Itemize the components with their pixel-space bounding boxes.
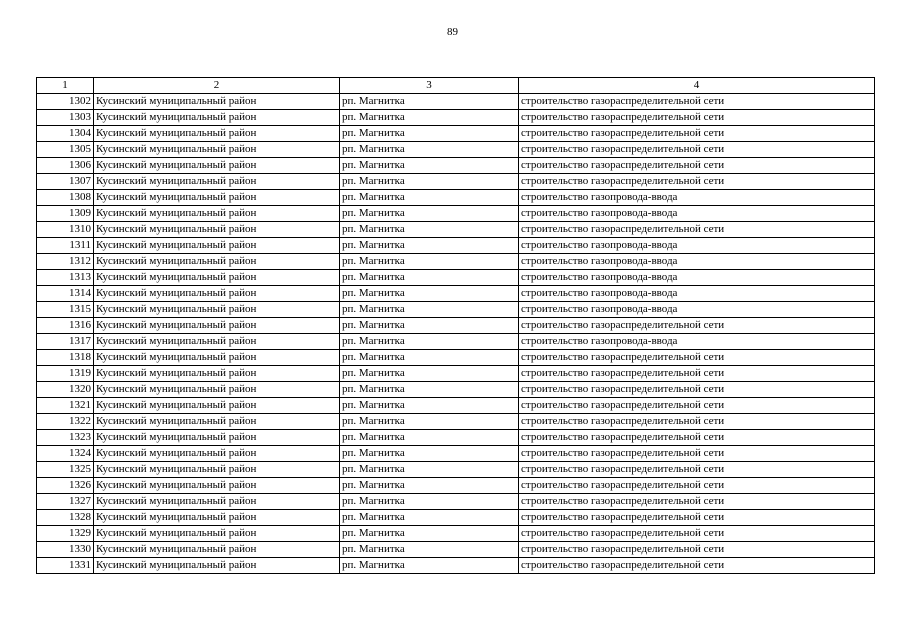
- row-number: 1328: [37, 510, 94, 526]
- district-cell: Кусинский муниципальный район: [94, 366, 340, 382]
- district-cell: Кусинский муниципальный район: [94, 350, 340, 366]
- locality-cell: рп. Магнитка: [340, 478, 519, 494]
- district-cell: Кусинский муниципальный район: [94, 286, 340, 302]
- work-type-cell: строительство газопровода-ввода: [519, 238, 875, 254]
- locality-cell: рп. Магнитка: [340, 110, 519, 126]
- locality-cell: рп. Магнитка: [340, 366, 519, 382]
- table-row: [37, 126, 875, 142]
- work-type-cell: строительство газопровода-ввода: [519, 270, 875, 286]
- row-number: 1317: [37, 334, 94, 350]
- table-row: [37, 206, 875, 222]
- work-type-cell: строительство газораспределительной сети: [519, 542, 875, 558]
- work-type-cell: строительство газораспределительной сети: [519, 526, 875, 542]
- row-number: 1310: [37, 222, 94, 238]
- work-type-cell: строительство газораспределительной сети: [519, 126, 875, 142]
- work-type-cell: строительство газораспределительной сети: [519, 318, 875, 334]
- work-type-cell: строительство газопровода-ввода: [519, 334, 875, 350]
- district-cell: Кусинский муниципальный район: [94, 270, 340, 286]
- table-row: [37, 478, 875, 494]
- row-number: 1319: [37, 366, 94, 382]
- locality-cell: рп. Магнитка: [340, 254, 519, 270]
- table-row: [37, 446, 875, 462]
- table-row: [37, 222, 875, 238]
- table-row: [37, 494, 875, 510]
- table-row: [37, 254, 875, 270]
- district-cell: Кусинский муниципальный район: [94, 510, 340, 526]
- row-number: 1330: [37, 542, 94, 558]
- work-type-cell: строительство газораспределительной сети: [519, 446, 875, 462]
- table-row: [37, 142, 875, 158]
- table-row: [37, 558, 875, 574]
- table-row: [37, 158, 875, 174]
- header-col-1: 1: [37, 78, 94, 94]
- table-row: [37, 318, 875, 334]
- row-number: 1302: [37, 94, 94, 110]
- district-cell: Кусинский муниципальный район: [94, 494, 340, 510]
- table-row: [37, 302, 875, 318]
- table-row: [37, 190, 875, 206]
- work-type-cell: строительство газораспределительной сети: [519, 462, 875, 478]
- row-number: 1305: [37, 142, 94, 158]
- row-number: 1323: [37, 430, 94, 446]
- table-row: [37, 94, 875, 110]
- work-type-cell: строительство газораспределительной сети: [519, 94, 875, 110]
- header-row: [37, 78, 875, 94]
- data-table: [36, 77, 875, 574]
- row-number: 1308: [37, 190, 94, 206]
- row-number: 1316: [37, 318, 94, 334]
- locality-cell: рп. Магнитка: [340, 158, 519, 174]
- locality-cell: рп. Магнитка: [340, 382, 519, 398]
- table-row: [37, 174, 875, 190]
- district-cell: Кусинский муниципальный район: [94, 206, 340, 222]
- table-row: [37, 526, 875, 542]
- work-type-cell: строительство газораспределительной сети: [519, 558, 875, 574]
- locality-cell: рп. Магнитка: [340, 558, 519, 574]
- header-col-3: 3: [340, 78, 519, 94]
- table-row: [37, 334, 875, 350]
- locality-cell: рп. Магнитка: [340, 334, 519, 350]
- locality-cell: рп. Магнитка: [340, 446, 519, 462]
- row-number: 1311: [37, 238, 94, 254]
- district-cell: Кусинский муниципальный район: [94, 462, 340, 478]
- row-number: 1313: [37, 270, 94, 286]
- work-type-cell: строительство газопровода-ввода: [519, 302, 875, 318]
- work-type-cell: строительство газораспределительной сети: [519, 494, 875, 510]
- district-cell: Кусинский муниципальный район: [94, 318, 340, 334]
- locality-cell: рп. Магнитка: [340, 542, 519, 558]
- work-type-cell: строительство газопровода-ввода: [519, 190, 875, 206]
- locality-cell: рп. Магнитка: [340, 174, 519, 190]
- locality-cell: рп. Магнитка: [340, 462, 519, 478]
- work-type-cell: строительство газораспределительной сети: [519, 110, 875, 126]
- work-type-cell: строительство газопровода-ввода: [519, 206, 875, 222]
- row-number: 1327: [37, 494, 94, 510]
- table-row: [37, 414, 875, 430]
- locality-cell: рп. Магнитка: [340, 494, 519, 510]
- work-type-cell: строительство газораспределительной сети: [519, 478, 875, 494]
- locality-cell: рп. Магнитка: [340, 142, 519, 158]
- row-number: 1312: [37, 254, 94, 270]
- table-row: [37, 430, 875, 446]
- row-number: 1309: [37, 206, 94, 222]
- district-cell: Кусинский муниципальный район: [94, 158, 340, 174]
- locality-cell: рп. Магнитка: [340, 94, 519, 110]
- work-type-cell: строительство газораспределительной сети: [519, 510, 875, 526]
- locality-cell: рп. Магнитка: [340, 414, 519, 430]
- row-number: 1320: [37, 382, 94, 398]
- locality-cell: рп. Магнитка: [340, 398, 519, 414]
- row-number: 1304: [37, 126, 94, 142]
- work-type-cell: строительство газораспределительной сети: [519, 350, 875, 366]
- locality-cell: рп. Магнитка: [340, 302, 519, 318]
- district-cell: Кусинский муниципальный район: [94, 542, 340, 558]
- work-type-cell: строительство газопровода-ввода: [519, 254, 875, 270]
- work-type-cell: строительство газораспределительной сети: [519, 382, 875, 398]
- district-cell: Кусинский муниципальный район: [94, 238, 340, 254]
- district-cell: Кусинский муниципальный район: [94, 478, 340, 494]
- page-number: 89: [447, 26, 458, 38]
- header-col-4: 4: [519, 78, 875, 94]
- locality-cell: рп. Магнитка: [340, 238, 519, 254]
- header-col-2: 2: [94, 78, 340, 94]
- locality-cell: рп. Магнитка: [340, 510, 519, 526]
- locality-cell: рп. Магнитка: [340, 190, 519, 206]
- district-cell: Кусинский муниципальный район: [94, 94, 340, 110]
- locality-cell: рп. Магнитка: [340, 526, 519, 542]
- work-type-cell: строительство газопровода-ввода: [519, 286, 875, 302]
- table-row: [37, 382, 875, 398]
- district-cell: Кусинский муниципальный район: [94, 558, 340, 574]
- work-type-cell: строительство газораспределительной сети: [519, 414, 875, 430]
- row-number: 1324: [37, 446, 94, 462]
- table-row: [37, 542, 875, 558]
- work-type-cell: строительство газораспределительной сети: [519, 142, 875, 158]
- district-cell: Кусинский муниципальный район: [94, 414, 340, 430]
- row-number: 1306: [37, 158, 94, 174]
- district-cell: Кусинский муниципальный район: [94, 446, 340, 462]
- table-row: [37, 350, 875, 366]
- locality-cell: рп. Магнитка: [340, 206, 519, 222]
- row-number: 1315: [37, 302, 94, 318]
- locality-cell: рп. Магнитка: [340, 430, 519, 446]
- locality-cell: рп. Магнитка: [340, 270, 519, 286]
- table-row: [37, 270, 875, 286]
- district-cell: Кусинский муниципальный район: [94, 302, 340, 318]
- work-type-cell: строительство газораспределительной сети: [519, 158, 875, 174]
- row-number: 1318: [37, 350, 94, 366]
- work-type-cell: строительство газораспределительной сети: [519, 398, 875, 414]
- district-cell: Кусинский муниципальный район: [94, 174, 340, 190]
- table-row: [37, 462, 875, 478]
- work-type-cell: строительство газораспределительной сети: [519, 366, 875, 382]
- table-row: [37, 286, 875, 302]
- row-number: 1325: [37, 462, 94, 478]
- row-number: 1303: [37, 110, 94, 126]
- district-cell: Кусинский муниципальный район: [94, 382, 340, 398]
- district-cell: Кусинский муниципальный район: [94, 430, 340, 446]
- table-row: [37, 510, 875, 526]
- work-type-cell: строительство газораспределительной сети: [519, 430, 875, 446]
- table-row: [37, 366, 875, 382]
- row-number: 1331: [37, 558, 94, 574]
- table-row: [37, 110, 875, 126]
- locality-cell: рп. Магнитка: [340, 318, 519, 334]
- district-cell: Кусинский муниципальный район: [94, 222, 340, 238]
- locality-cell: рп. Магнитка: [340, 350, 519, 366]
- row-number: 1314: [37, 286, 94, 302]
- locality-cell: рп. Магнитка: [340, 126, 519, 142]
- district-cell: Кусинский муниципальный район: [94, 110, 340, 126]
- table-row: [37, 398, 875, 414]
- district-cell: Кусинский муниципальный район: [94, 398, 340, 414]
- row-number: 1326: [37, 478, 94, 494]
- district-cell: Кусинский муниципальный район: [94, 126, 340, 142]
- row-number: 1322: [37, 414, 94, 430]
- row-number: 1321: [37, 398, 94, 414]
- row-number: 1307: [37, 174, 94, 190]
- work-type-cell: строительство газораспределительной сети: [519, 222, 875, 238]
- table-row: [37, 238, 875, 254]
- district-cell: Кусинский муниципальный район: [94, 334, 340, 350]
- locality-cell: рп. Магнитка: [340, 286, 519, 302]
- row-number: 1329: [37, 526, 94, 542]
- district-cell: Кусинский муниципальный район: [94, 142, 340, 158]
- district-cell: Кусинский муниципальный район: [94, 254, 340, 270]
- district-cell: Кусинский муниципальный район: [94, 526, 340, 542]
- district-cell: Кусинский муниципальный район: [94, 190, 340, 206]
- work-type-cell: строительство газораспределительной сети: [519, 174, 875, 190]
- table-header: [37, 78, 875, 94]
- table-body: [37, 94, 875, 574]
- locality-cell: рп. Магнитка: [340, 222, 519, 238]
